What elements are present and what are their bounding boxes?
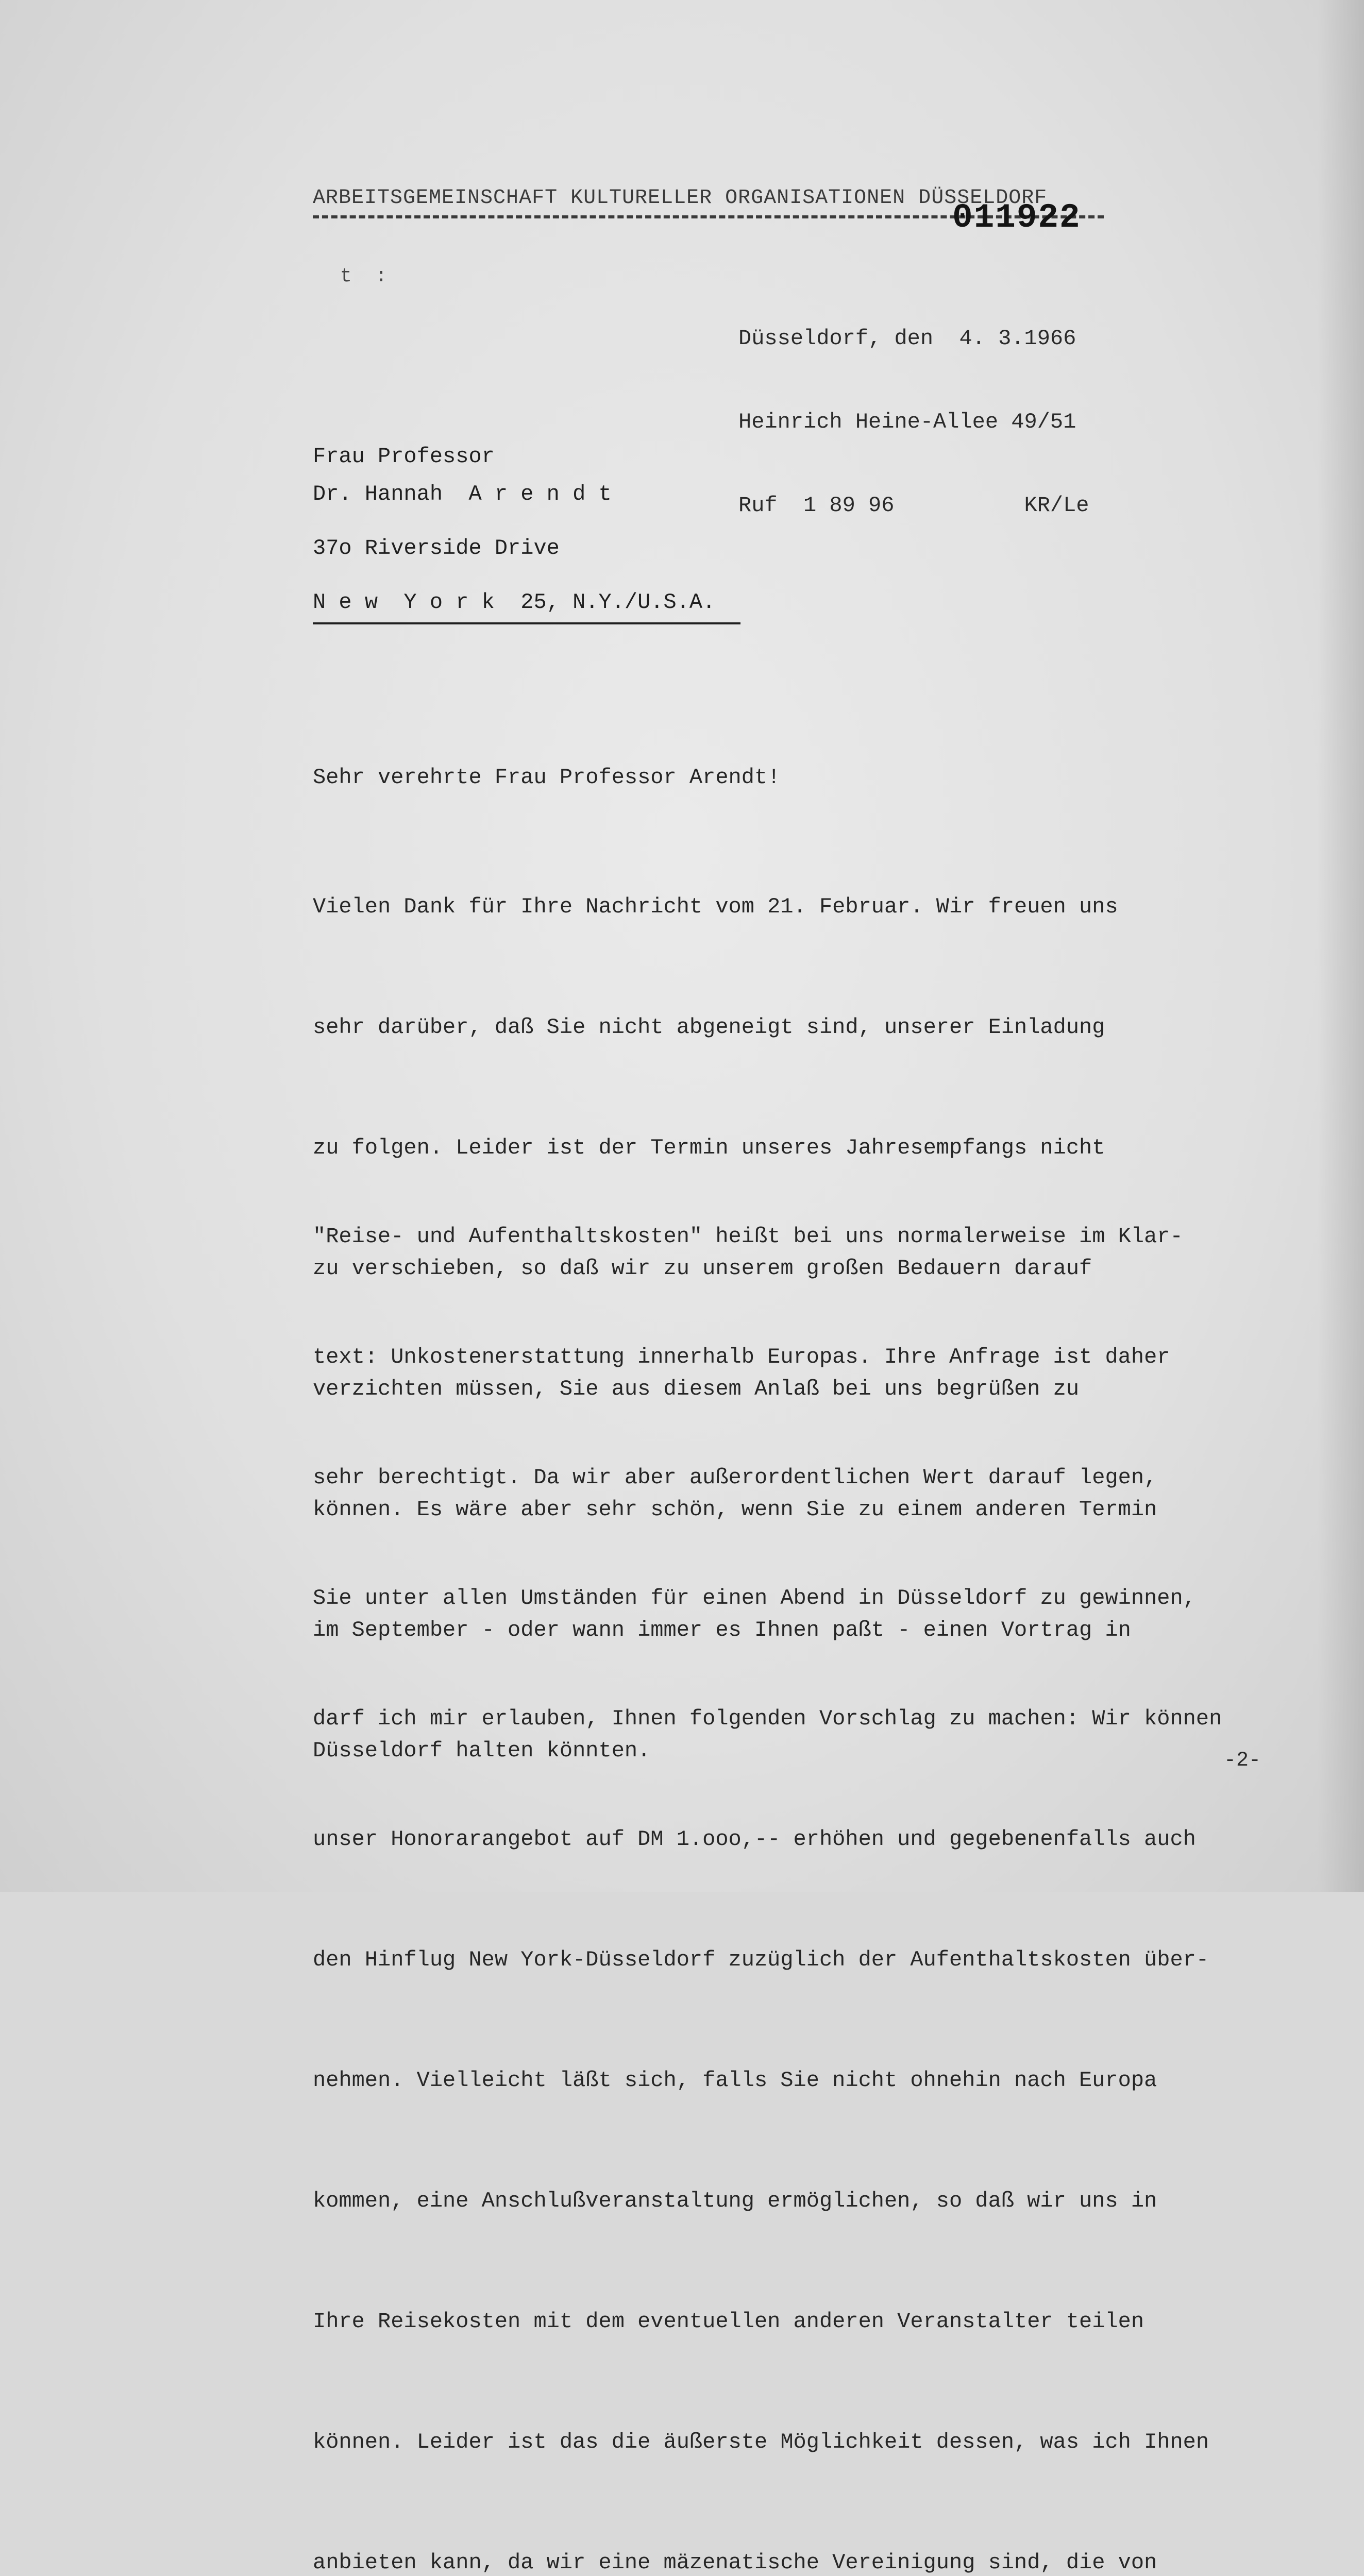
page-number: -2- (1224, 1749, 1261, 1772)
dateline-block (738, 269, 1089, 575)
text-line: kommen, eine Anschlußveranstaltung ermöglichen, so daß wir uns in (313, 2189, 1157, 2213)
text-line: Vielen Dank für Ihre Nachricht vom 21. Februar. Wir freuen uns (313, 894, 1118, 919)
recipient-title: Frau Professor (313, 444, 495, 469)
text-line: text: Unkostenerstattung innerhalb Europas. Ihre Anfrage ist daher (313, 1345, 1170, 1369)
text-line: zu folgen. Leider ist der Termin unseres Jahresempfangs nicht (313, 1136, 1105, 1160)
text-line: "Reise- und Aufenthaltskosten" heißt bei uns normalerweise im Klar- (313, 1224, 1183, 1249)
recipient-underline (313, 622, 740, 624)
recipient-city: N e w Y o r k 25, N.Y./U.S.A. (313, 590, 716, 615)
dateline-place-date: Düsseldorf, den 4. 3.1966 (738, 326, 1076, 351)
letterhead-organization: ARBEITSGEMEINSCHAFT KULTURELLER ORGANISATIONEN DÜSSELDORF (313, 187, 1048, 210)
text-line: unser Honorarangebot auf DM 1.ooo,-- erhöhen und gegebenenfalls auch (313, 1827, 1196, 1852)
text-line: anbieten kann, da wir eine mäzenatische Vereinigung sind, die von (313, 2550, 1157, 2575)
text-line: zu verschieben, so daß wir zu unserem großen Bedauern darauf (313, 1256, 1092, 1281)
recipient-name: Dr. Hannah A r e n d t (313, 482, 612, 506)
text-line: sehr berechtigt. Da wir aber außerordentlichen Wert darauf legen, (313, 1465, 1157, 1490)
paragraph-2 (313, 1136, 1222, 2576)
text-line: nehmen. Vielleicht läßt sich, falls Sie nicht ohnehin nach Europa (313, 2068, 1157, 2093)
text-line: Sie unter allen Umständen für einen Abend in Düsseldorf zu gewinnen, (313, 1586, 1196, 1611)
archive-stamp-number: 011922 (952, 198, 1081, 237)
margin-marks: t : (340, 265, 388, 287)
dateline-phone-reference: Ruf 1 89 96 KR/Le (738, 493, 1089, 518)
dateline-address: Heinrich Heine-Allee 49/51 (738, 410, 1076, 434)
text-line: den Hinflug New York-Düsseldorf zuzüglich der Aufenthaltskosten über- (313, 1947, 1209, 1972)
text-line: darf ich mir erlauben, Ihnen folgenden Vorschlag zu machen: Wir können (313, 1706, 1222, 1731)
text-line: im September - oder wann immer es Ihnen paßt - einen Vortrag in (313, 1618, 1131, 1642)
text-line: Düsseldorf halten könnten. (313, 1738, 651, 1763)
text-line: Ihre Reisekosten mit dem eventuellen anderen Veranstalter teilen (313, 2309, 1144, 2334)
text-line: können. Es wäre aber sehr schön, wenn Sie zu einem anderen Termin (313, 1497, 1157, 1522)
recipient-street: 37o Riverside Drive (313, 536, 560, 561)
paper-edge-shadow (1318, 0, 1364, 1892)
text-line: können. Leider ist das die äußerste Möglichkeit dessen, was ich Ihnen (313, 2430, 1209, 2454)
salutation: Sehr verehrte Frau Professor Arendt! (313, 765, 781, 790)
text-line: sehr darüber, daß Sie nicht abgeneigt sind, unserer Einladung (313, 1015, 1105, 1040)
text-line: verzichten müssen, Sie aus diesem Anlaß bei uns begrüßen zu (313, 1377, 1080, 1401)
